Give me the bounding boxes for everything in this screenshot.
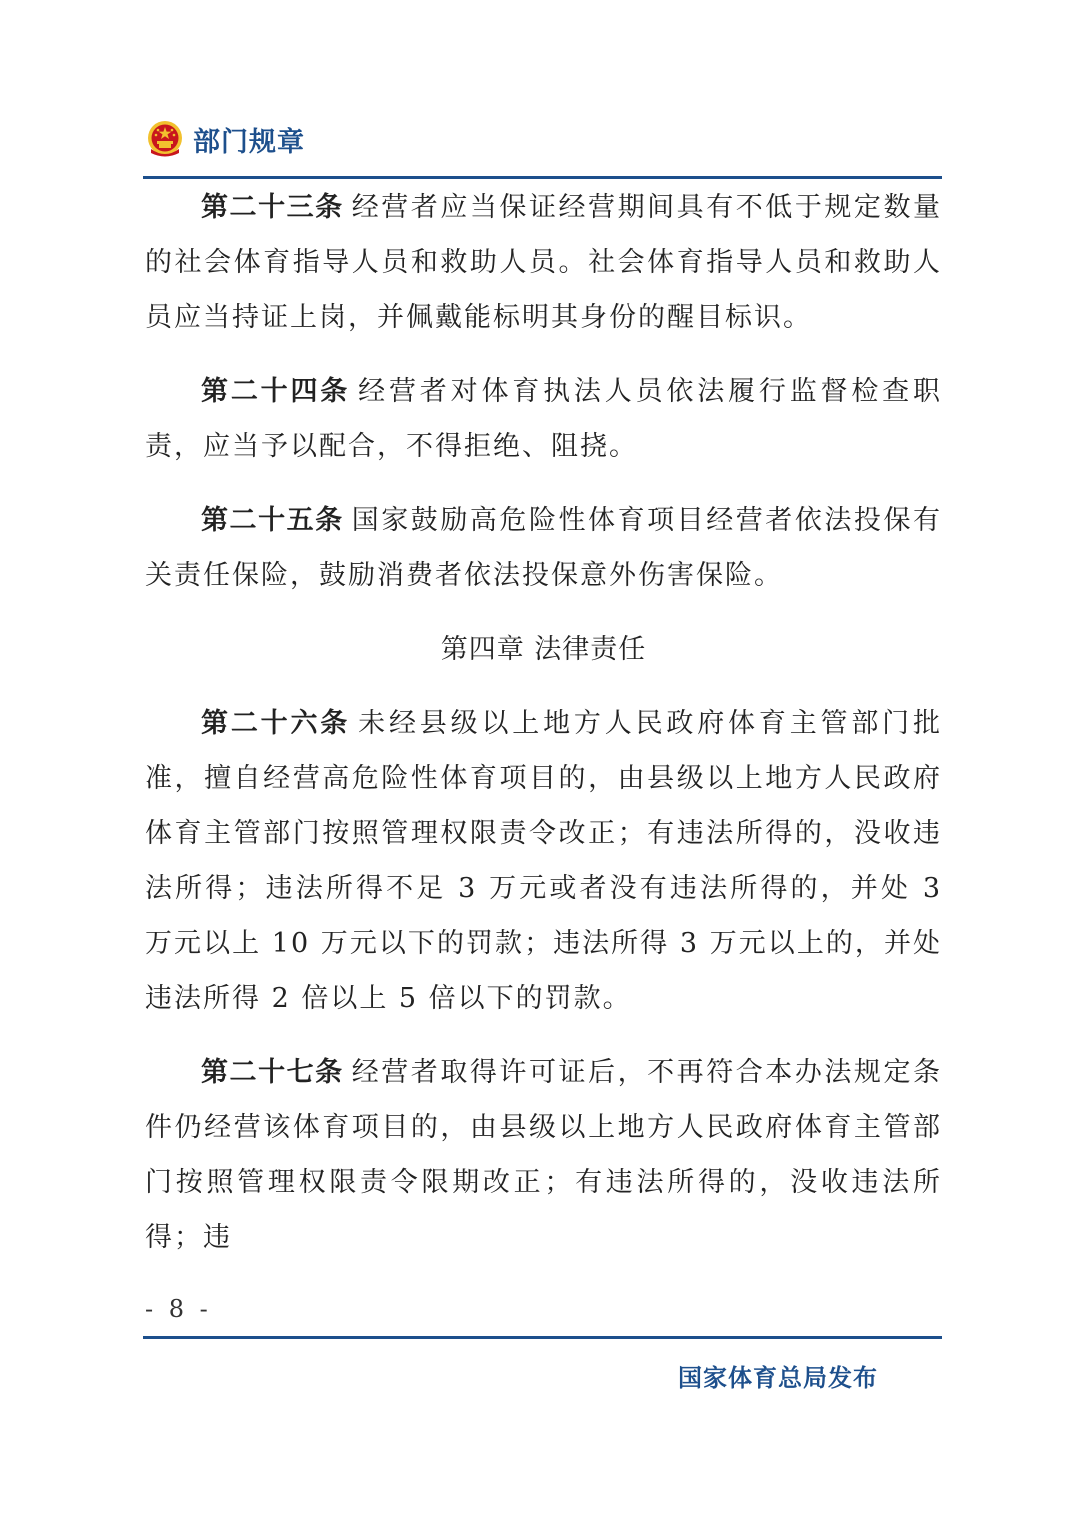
chapter-heading: 第四章 法律责任: [440, 634, 647, 665]
publisher-label: 国家体育总局发布: [678, 1364, 878, 1392]
article-label: 第二十六条: [201, 708, 351, 739]
national-emblem-icon: [145, 119, 185, 159]
article-24: [145, 364, 942, 474]
article-label: 第二十三条: [201, 192, 344, 223]
article-label: 第二十四条: [201, 376, 351, 407]
article-text: 国家鼓励高危险性体育项目经营者依法投保有关责任保险，鼓励消费者依法投保意外伤害保险。: [145, 505, 943, 591]
page-header: [145, 117, 305, 161]
article-text: 经营者对体育执法人员依法履行监督检查职责，应当予以配合，不得拒绝、阻挠。: [145, 376, 943, 462]
header-divider: [143, 176, 942, 179]
footer-divider: [143, 1336, 942, 1339]
article-text: 经营者应当保证经营期间具有不低于规定数量的社会体育指导人员和救助人员。社会体育指导人员和救助人员应当持证上岗，并佩戴能标明其身份的醒目标识。: [145, 192, 943, 333]
article-27: [145, 1045, 942, 1265]
article-26: [145, 696, 942, 1026]
article-text: 经营者取得许可证后，不再符合本办法规定条件仍经营该体育项目的，由县级以上地方人民政府体育主管部门按照管理权限责令限期改正；有违法所得的，没收违法所得；违: [145, 1057, 943, 1253]
article-text: 未经县级以上地方人民政府体育主管部门批准，擅自经营高危险性体育项目的，由县级以上地方人民政府体育主管部门按照管理权限责令改正；有违法所得的，没收违法所得；违法所得不足 3 万元或者没有违法所得的，并处 3 万元以上 10 万元以下的罚款；违法所得 3 万元以上的，并处违法所得 2 倍以上 5 倍以下的罚款。: [145, 708, 943, 1014]
article-23: [145, 180, 942, 345]
page-number: - 8 -: [145, 1295, 212, 1323]
article-label: 第二十五条: [201, 505, 344, 536]
header-title: 部门规章: [193, 126, 305, 158]
article-25: [145, 493, 942, 603]
article-label: 第二十七条: [201, 1057, 344, 1088]
document-body: [145, 180, 942, 1265]
